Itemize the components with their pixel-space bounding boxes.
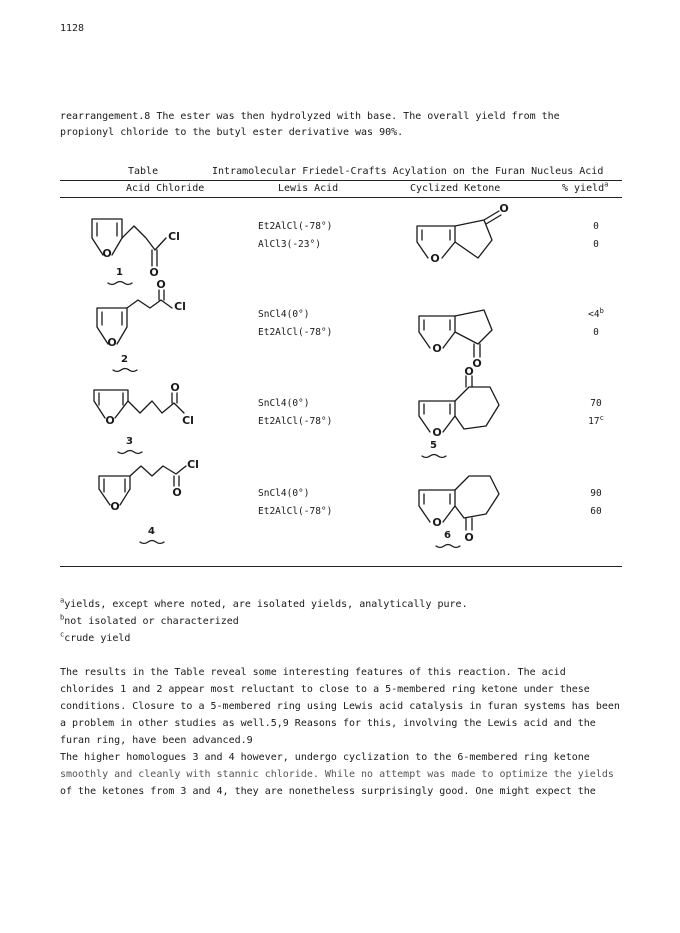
body-line-7: smoothly and cleanly with stannic chloride. While no attempt was made to optimize the yields [60, 769, 614, 780]
underline-compound-2 [113, 369, 137, 372]
structure-ketone-row4 [419, 476, 499, 530]
atom-o2-ketone-3: O [464, 365, 474, 378]
atom-cl-compound-3: Cl [182, 414, 194, 427]
header-lewis-acid: Lewis Acid [278, 183, 339, 194]
header-yield: % yield$^a$ [562, 180, 609, 194]
footnote-a: $^a$yields, except where noted, are isolated yields, analytically pure. [60, 596, 468, 610]
compound-number-1: 1 [116, 267, 123, 278]
table-caption-label: Table [128, 166, 159, 177]
atom-o-ketone-4: O [432, 516, 442, 529]
atom-o2-ketone-4: O [464, 531, 474, 544]
intro-line-2: propionyl chloride to the butyl ester derivative was 90%. [60, 127, 404, 138]
header-cyclized-ketone: Cyclized Ketone [410, 183, 501, 194]
atom-o-compound-2: O [107, 336, 117, 349]
underline-product-5 [422, 455, 446, 458]
header-acid-chloride: Acid Chloride [126, 183, 205, 194]
reagent-row4-a: SnCl4(0°) [258, 488, 310, 499]
reagent-row1-b: AlCl3(-23°) [258, 239, 321, 250]
underline-compound-4 [140, 541, 164, 544]
underline-product-6 [436, 545, 460, 548]
underline-compound-1 [108, 282, 132, 285]
body-line-8: of the ketones from 3 and 4, they are nonetheless surprisingly good. One might expect the [60, 786, 596, 797]
product-number-6: 6 [444, 530, 451, 541]
product-number-5: 5 [430, 440, 437, 451]
yield-row2-b: 0 [593, 327, 599, 338]
atom-o-compound-1: O [102, 247, 112, 260]
compound-number-2: 2 [121, 354, 128, 365]
atom-o2-compound-3: O [170, 381, 180, 394]
atom-o2-compound-2: O [156, 278, 166, 291]
compound-number-3: 3 [126, 436, 133, 447]
reagent-row3-b: Et2AlCl(-78°) [258, 416, 333, 427]
table-caption-title: Intramolecular Friedel-Crafts Acylation on the Furan Nucleus Acid [212, 166, 604, 177]
intro-line-1: rearrangement.8 The ester was then hydrolyzed with base. The overall yield from the [60, 111, 560, 122]
footnote-b: $^b$not isolated or characterized [60, 613, 239, 627]
reagent-row1-a: Et2AlCl(-78°) [258, 221, 333, 232]
body-line-1: The results in the Table reveal some interesting features of this reaction. The acid [60, 667, 566, 678]
atom-o2-compound-1: O [149, 266, 159, 279]
yield-row3-a: 70 [590, 398, 602, 409]
atom-o-ketone-3: O [432, 426, 442, 439]
structure-ketone-row1 [417, 211, 501, 258]
atom-o2-compound-4: O [172, 486, 182, 499]
yield-row1-a: 0 [593, 221, 599, 232]
body-line-6: The higher homologues 3 and 4 however, undergo cyclization to the 6-membered ring ketone [60, 752, 590, 763]
footnote-c: $^c$crude yield [60, 630, 131, 644]
atom-o2-ketone-1: O [499, 202, 509, 215]
yield-row2-a: $<4^b$ [588, 306, 604, 320]
structure-ketone-row2 [419, 310, 492, 357]
atom-o-ketone-1: O [430, 252, 440, 265]
yield-row1-b: 0 [593, 239, 599, 250]
underline-compound-3 [118, 451, 142, 454]
body-line-3: conditions. Closure to a 5-membered ring using Lewis acid catalysis in furan systems has been [60, 701, 620, 712]
compound-number-4: 4 [148, 526, 155, 537]
reagent-row4-b: Et2AlCl(-78°) [258, 506, 333, 517]
body-line-2: chlorides 1 and 2 appear most reluctant to close to a 5-membered ring ketone under these [60, 684, 590, 695]
structure-ketone-row3 [419, 376, 499, 432]
atom-o-ketone-2: O [432, 342, 442, 355]
table-bottom-rule [60, 566, 622, 567]
atom-cl-compound-1: Cl [168, 230, 180, 243]
yield-row3-b: 17$^c$ [588, 413, 604, 427]
page-number: 1128 [60, 23, 85, 34]
atom-o2-ketone-2: O [472, 357, 482, 370]
body-line-4: a problem in other studies as well.5,9 Reasons for this, involving the Lewis acid and the [60, 718, 596, 729]
reagent-row3-a: SnCl4(0°) [258, 398, 310, 409]
atom-o-compound-3: O [105, 414, 115, 427]
reagent-row2-a: SnCl4(0°) [258, 309, 310, 320]
body-line-5: furan ring, have been advanced.9 [60, 735, 253, 746]
yield-row4-b: 60 [590, 506, 602, 517]
atom-cl-compound-4: Cl [187, 458, 199, 471]
yield-row4-a: 90 [590, 488, 602, 499]
reagent-row2-b: Et2AlCl(-78°) [258, 327, 333, 338]
atom-cl-compound-2: Cl [174, 300, 186, 313]
atom-o-compound-4: O [110, 500, 120, 513]
